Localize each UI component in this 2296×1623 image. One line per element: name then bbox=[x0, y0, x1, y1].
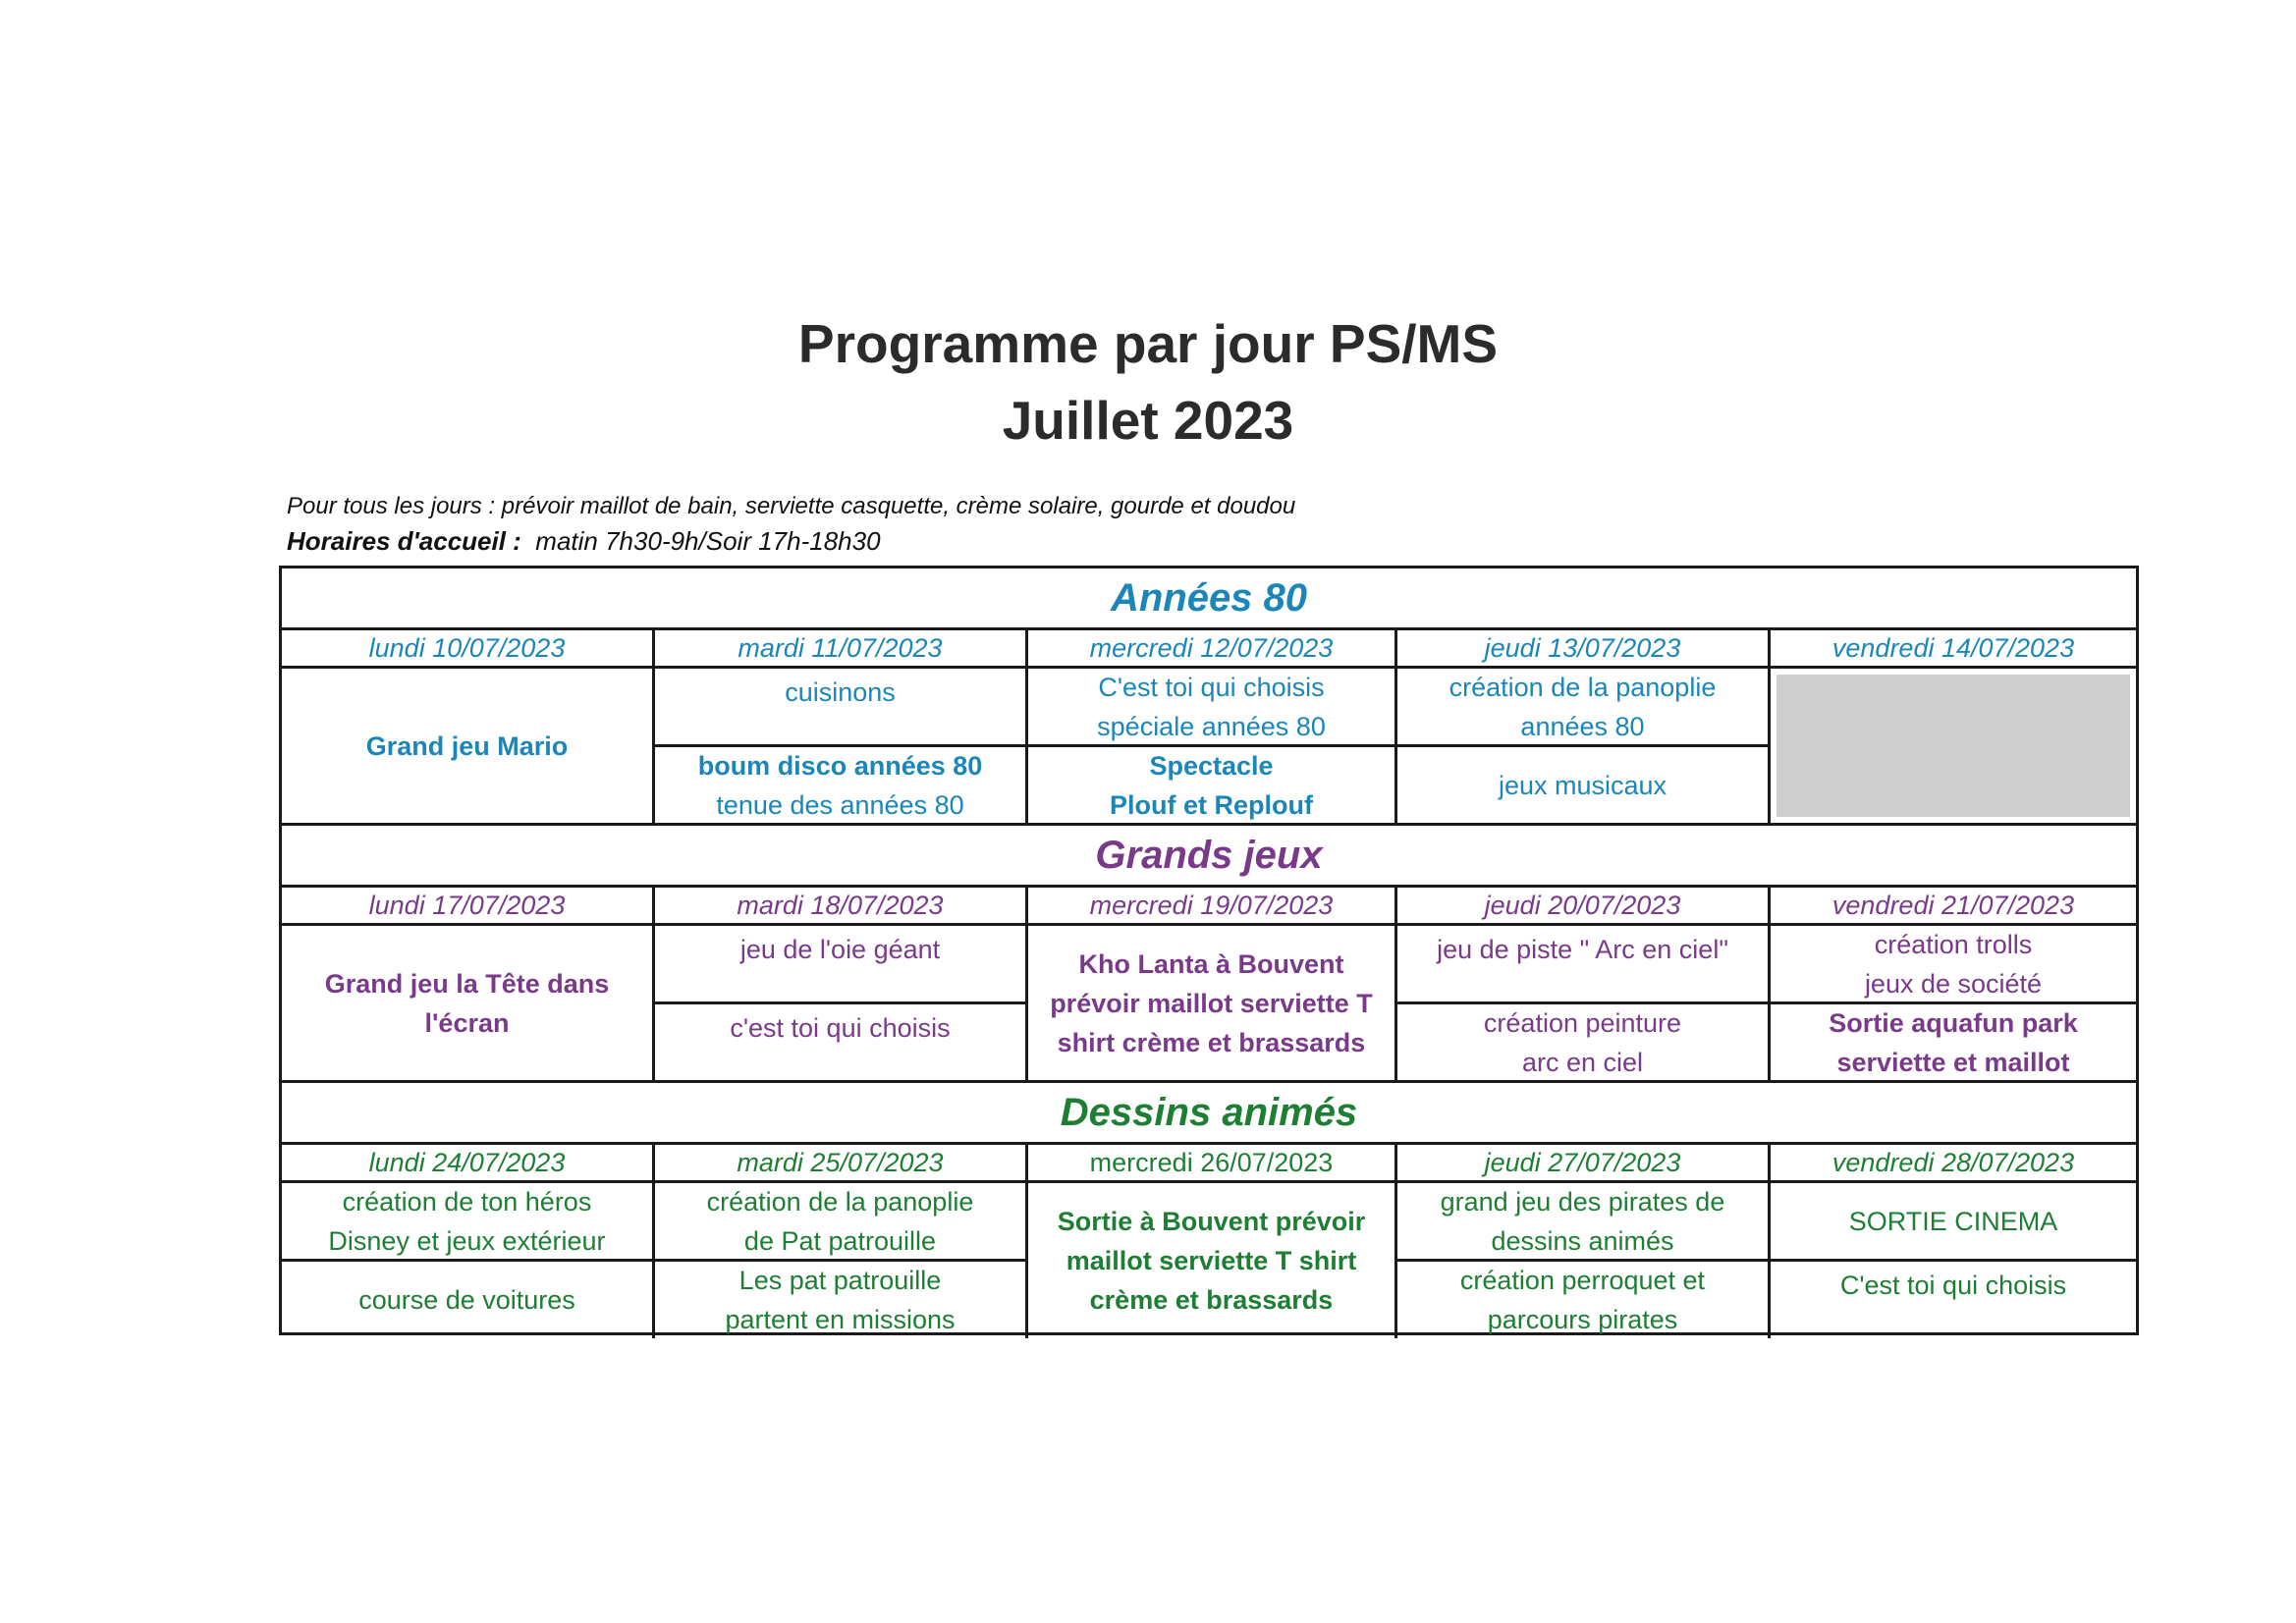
activity-cell: création de ton héros Disney et jeux extérieur bbox=[282, 1183, 655, 1262]
holiday-cell bbox=[1771, 669, 2136, 826]
day-header: mercredi 12/07/2023 bbox=[1028, 629, 1397, 669]
schedule-note bbox=[287, 526, 881, 557]
week-theme: Grands jeux bbox=[282, 826, 2136, 888]
activity-cell: boum disco années 80 tenue des années 80 bbox=[655, 747, 1028, 826]
activity-cell: création peinture arc en ciel bbox=[1397, 1004, 1771, 1083]
week-block-2 bbox=[282, 826, 2136, 1083]
schedule-value: matin 7h30-9h/Soir 17h-18h30 bbox=[535, 526, 881, 556]
day-header: mardi 25/07/2023 bbox=[655, 1144, 1028, 1183]
page-title: Programme par jour PS/MS bbox=[797, 313, 1499, 374]
day-header: jeudi 20/07/2023 bbox=[1397, 887, 1771, 926]
week-block-1 bbox=[282, 568, 2136, 826]
page-subtitle: Juillet 2023 bbox=[1002, 390, 1294, 451]
activity-cell: course de voitures bbox=[282, 1262, 655, 1338]
activity-cell: création de la panoplie années 80 bbox=[1397, 669, 1771, 747]
schedule-label: Horaires d'accueil : bbox=[287, 526, 521, 556]
activity-cell: jeu de l'oie géant bbox=[655, 926, 1028, 1004]
note-all-days: Pour tous les jours : prévoir maillot de bain, serviette casquette, crème solaire, gourde et doudou bbox=[287, 493, 1296, 519]
activity-cell: jeu de piste " Arc en ciel" bbox=[1397, 926, 1771, 1004]
activity-cell: création de la panoplie de Pat patrouille bbox=[655, 1183, 1028, 1262]
activity-cell: Grand jeu Mario bbox=[282, 669, 655, 826]
day-header: jeudi 27/07/2023 bbox=[1397, 1144, 1771, 1183]
week-theme: Dessins animés bbox=[282, 1083, 2136, 1145]
day-header: mercredi 26/07/2023 bbox=[1028, 1144, 1397, 1183]
holiday-shading bbox=[1777, 675, 2130, 817]
day-header: jeudi 13/07/2023 bbox=[1397, 629, 1771, 669]
activity-cell: Grand jeu la Tête dans l'écran bbox=[282, 926, 655, 1083]
day-header: mardi 11/07/2023 bbox=[655, 629, 1028, 669]
day-header: lundi 24/07/2023 bbox=[282, 1144, 655, 1183]
activity-cell: c'est toi qui choisis bbox=[655, 1004, 1028, 1083]
day-header: mercredi 19/07/2023 bbox=[1028, 887, 1397, 926]
activity-cell: Spectacle Plouf et Replouf bbox=[1028, 747, 1397, 826]
activity-cell: Les pat patrouille partent en missions bbox=[655, 1262, 1028, 1338]
week-block-3 bbox=[282, 1083, 2136, 1338]
activity-cell: C'est toi qui choisis bbox=[1839, 1271, 2067, 1300]
activity-cell: cuisinons bbox=[655, 669, 1028, 747]
day-header: lundi 17/07/2023 bbox=[282, 887, 655, 926]
activity-cell: Sortie à Bouvent prévoir maillot serviette T shirt crème et brassards bbox=[1028, 1183, 1397, 1338]
day-header: vendredi 21/07/2023 bbox=[1771, 887, 2136, 926]
day-header: vendredi 14/07/2023 bbox=[1771, 629, 2136, 669]
day-header: lundi 10/07/2023 bbox=[282, 629, 655, 669]
day-header: mardi 18/07/2023 bbox=[655, 887, 1028, 926]
activity-cell: création perroquet et parcours pirates bbox=[1397, 1262, 1771, 1338]
activity-cell: grand jeu des pirates de dessins animés bbox=[1397, 1183, 1771, 1262]
activity-cell: Kho Lanta à Bouvent prévoir maillot serviette T shirt crème et brassards bbox=[1028, 926, 1397, 1083]
activity-cell: création trolls jeux de société bbox=[1771, 926, 2136, 1004]
programme-table bbox=[279, 566, 2139, 1335]
day-header: vendredi 28/07/2023 bbox=[1771, 1144, 2136, 1183]
week-theme: Années 80 bbox=[282, 568, 2136, 630]
activity-cell: jeux musicaux bbox=[1397, 747, 1771, 826]
activity-cell: Sortie aquafun park serviette et maillot bbox=[1771, 1004, 2136, 1083]
activity-cell: C'est toi qui choisis spéciale années 80 bbox=[1028, 669, 1397, 747]
activity-cell: SORTIE CINEMA bbox=[1771, 1183, 2136, 1262]
